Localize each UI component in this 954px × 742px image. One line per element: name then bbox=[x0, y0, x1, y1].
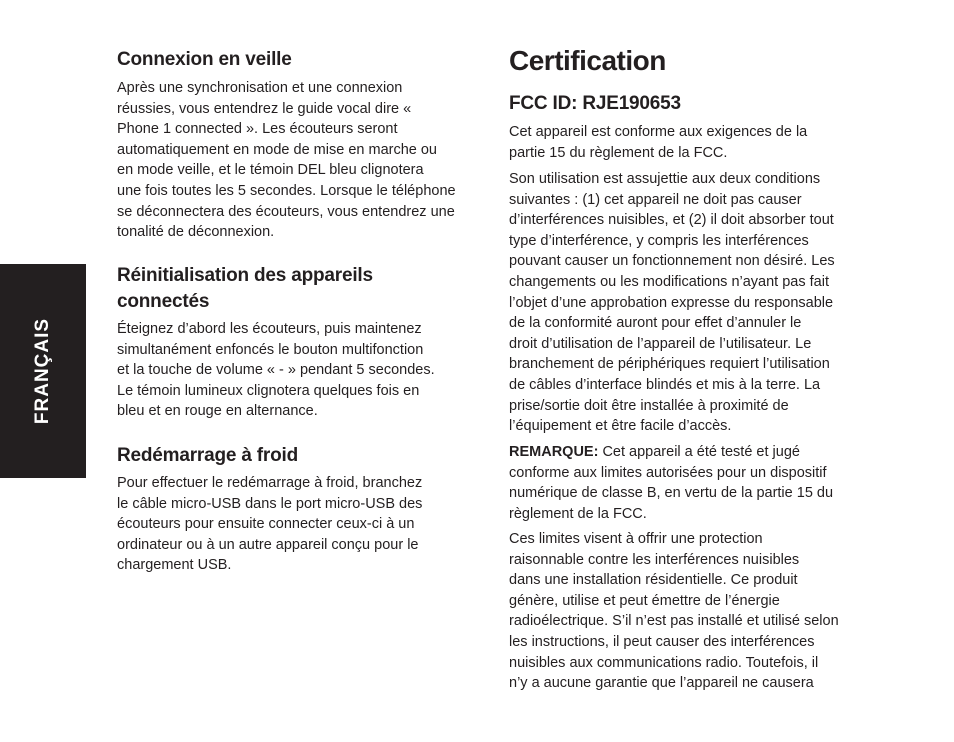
heading-redemarrage: Redémarrage à froid bbox=[117, 445, 298, 466]
language-tab-label: FRANÇAIS bbox=[32, 317, 53, 425]
fcc-id-heading: FCC ID: RJE190653 bbox=[509, 93, 681, 114]
paragraph-limites: Ces limites visent à offrir une protection raisonnable contre les interférences nuisibles dans une installation résidentielle. Ce produit génère, utilise et peut émettre de l’énergie radioélectrique. S’il n’est pas installé et utilisé selon les instructions, il peut causer des interférences nuisibles aux communications radio. Toutefois, il n’y a aucune garantie que l’appareil ne causera bbox=[509, 531, 839, 692]
paragraph-conditions: Son utilisation est assujettie aux deux conditions suivantes : (1) cet appareil ne doit pas causer d’interférences nuisibles, et (2) il doit absorber tout type d’interférence, y compris les interférences pouvant causer un fonctionnement non désiré. Les changements ou les modifications n’ayant pas fait l’objet d’une approbation expresse du responsable de la conformité auront pour effet d’annuler le droit d’utilisation de l’appareil de l’utilisateur. Le branchement de périphériques requiert l’utilisation de câbles d’interface blindés et mis à la terre. La prise/sortie doit être installée à proximité de l’équipement et être facile d’accès. bbox=[509, 171, 835, 435]
heading-reinitialisation: Réinitialisation des appareils connectés bbox=[117, 265, 373, 312]
heading-connexion-veille: Connexion en veille bbox=[117, 49, 292, 70]
paragraph-redemarrage: Pour effectuer le redémarrage à froid, branchez le câble micro-USB dans le port micro-USB des écouteurs pour ensuite connecter ceux-ci à un ordinateur ou à un autre appareil conçu pour le chargement USB. bbox=[117, 475, 423, 574]
remarque-text: Cet appareil a été testé et jugé conforme aux limites autorisées pour un dispositif numérique de classe B, en vertu de la partie 15 du règlement de la FCC. bbox=[509, 444, 834, 522]
paragraph-connexion-veille: Après une synchronisation et une connexion réussies, vous entendrez le guide vocal dire « Phone 1 connected ». Les écouteurs seront automatiquement en mode de mise en marche ou en mode veille, et le témoin DEL bleu clignotera une fois toutes les 5 secondes. Lorsque le téléphone se déconnectera des écouteurs, vous entendrez une tonalité de déconnexion. bbox=[117, 80, 456, 241]
language-tab bbox=[0, 264, 86, 478]
heading-certification: Certification bbox=[509, 45, 666, 76]
paragraph-reinitialisation: Éteignez d’abord les écouteurs, puis maintenez simultanément enfoncés le bouton multifonction et la touche de volume « - » pendant 5 secondes. Le témoin lumineux clignotera quelques fois en bleu et en rouge en alternance. bbox=[117, 321, 435, 420]
paragraph-fcc-conformity: Cet appareil est conforme aux exigences de la partie 15 du règlement de la FCC. bbox=[509, 124, 808, 161]
paragraph-remarque bbox=[509, 442, 871, 524]
remarque-label: REMARQUE: bbox=[509, 444, 599, 460]
